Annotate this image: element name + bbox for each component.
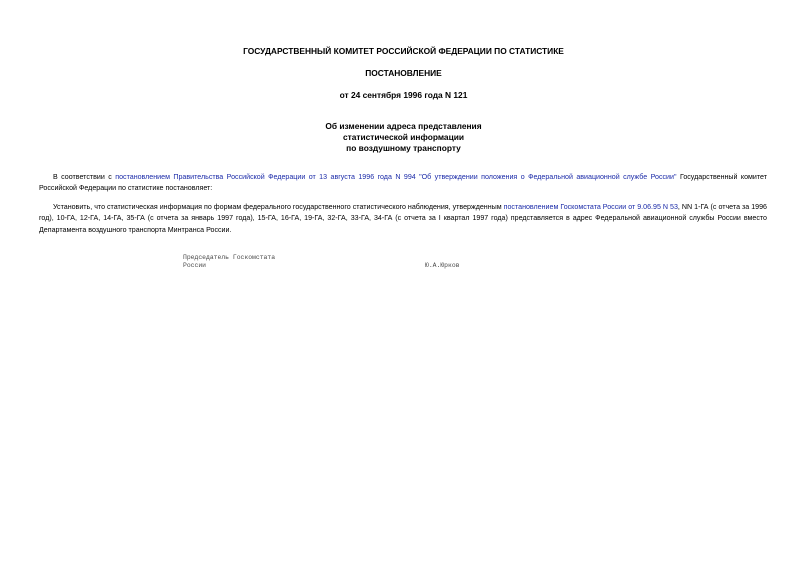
paragraph-resolution-suffix: , NN 1-ГА (с отчета за 1996 год), 10-ГА, 12-ГА, 14-ГА, 35-ГА (с отчета за январь 1997 года), 15-ГА, 16-ГА, 19-ГА, 32-ГА, 33-ГА, 34-ГА (с отчета за I квартал 1997 года) представляется в адрес Федеральной авиационной службы России вместо Департамента воздушного транспорта Минтранса России. <box>39 203 767 234</box>
signatory-post-line-1: Председатель Госкомстата <box>183 254 276 261</box>
paragraph-resolution-prefix: Установить, что статистическая информация по формам федерального государственного статистического наблюдения, утвержденным <box>53 203 504 211</box>
paragraph-preamble <box>39 172 767 195</box>
subject-line-1: Об изменении адреса представления <box>325 121 482 131</box>
paragraph-preamble-suffix: Государственный комитет Российской Федерации по статистике постановляет: <box>39 173 768 193</box>
subject-line-3: по воздушному транспорту <box>346 143 461 153</box>
document-subject <box>0 121 807 154</box>
document-type-title: ПОСТАНОВЛЕНИЕ <box>365 68 442 78</box>
document-date-number: от 24 сентября 1996 года N 121 <box>339 90 468 100</box>
goskomstat-decree-link[interactable]: постановлением Госкомстата России от 9.06.95 N 53 <box>503 203 678 211</box>
government-decree-link[interactable]: постановлением Правительства Российской Федерации от 13 августа 1996 года N 994 "Об утверждении положения о Федеральной авиационной службе России" <box>115 173 677 181</box>
paragraph-resolution <box>39 202 767 236</box>
agency-title: ГОСУДАРСТВЕННЫЙ КОМИТЕТ РОССИЙСКОЙ ФЕДЕРАЦИИ ПО СТАТИСТИКЕ <box>243 46 564 56</box>
paragraph-preamble-prefix: В соответствии с <box>53 173 116 181</box>
subject-line-2: статистической информации <box>342 132 465 142</box>
signatory-name: Ю.А.Юрков <box>425 262 460 269</box>
signatory-post-line-2: России <box>183 262 207 269</box>
